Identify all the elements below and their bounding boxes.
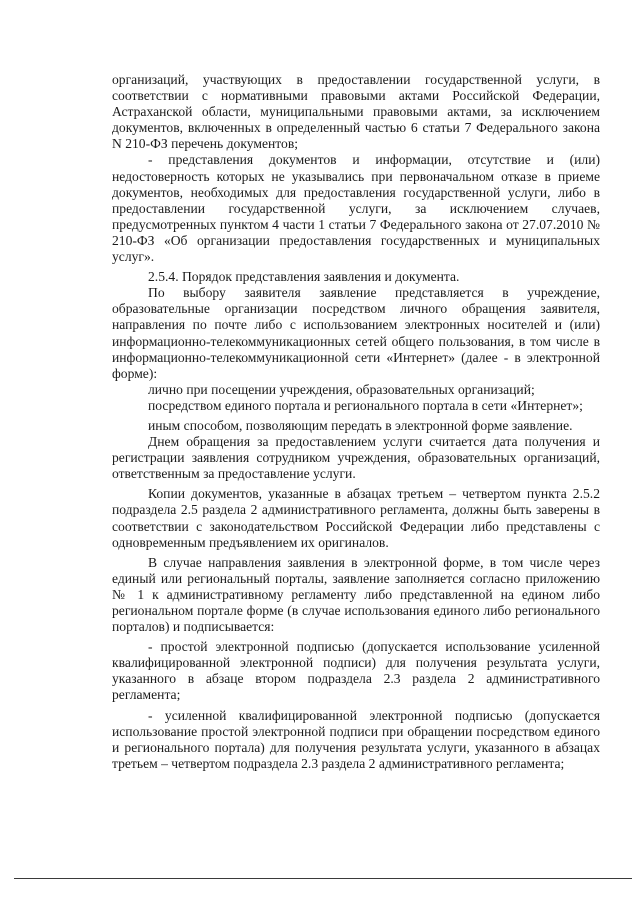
paragraph-7: иным способом, позволяющим передать в электронной форме заявление. [148, 417, 573, 433]
document-body [112, 72, 600, 772]
paragraph-6: посредством единого портала и регионального портала в сети «Интернет»; [148, 397, 583, 413]
paragraph-3-section-heading: 2.5.4. Порядок представления заявления и документа. [148, 269, 460, 285]
paragraph-2: - представления документов и информации, отсутствие и (или) недостоверность которых не указывались при первоначальном отказе в приеме документов, необходимых для предоставления государственной услуги, либо в предоставлении государственной услуги, за исключением случаев, предусмотренных пунктом 4 части 1 статьи 7 Федерального закона от 27.07.2010 № 210-ФЗ «Об организации предоставления государственных и муниципальных услуг». [112, 152, 600, 265]
paragraph-1: организаций, участвующих в предоставлении государственной услуги, в соответствии с нормативными правовыми актами Российской Федерации, Астраханской области, муниципальными правовыми актами, за исключением документов, включенных в определенный частью 6 статьи 7 Федерального закона N 210-ФЗ перечень документов; [112, 72, 600, 152]
paragraph-9: Копии документов, указанные в абзацах третьем – четвертом пункта 2.5.2 подраздела 2.5 раздела 2 административного регламента, должны быть заверены в соответствии с законодательством Российской Федерации либо представлены с одновременным предъявлением их оригиналов. [112, 486, 600, 550]
paragraph-4: По выбору заявителя заявление представляется в учреждение, образовательные организации посредством личного обращения заявителя, направления по почте либо с использованием электронных носителей и (или) информационно-телекоммуникационных сетей общего пользования, в том числе в информационно-телекоммуникационной сети «Интернет» (далее - в электронной форме): [112, 285, 600, 381]
paragraph-10: В случае направления заявления в электронной форме, в том числе через единый или региональный порталы, заявление заполняется согласно приложению № 1 к административному регламенту либо представленной на едином либо региональном портале форме (в случае использования единого либо регионального порталов) и подписывается: [112, 554, 600, 635]
paragraph-8: Днем обращения за предоставлением услуги считается дата получения и регистрации заявления сотрудником учреждения, образовательных организаций, ответственным за предоставление услуги. [112, 434, 600, 482]
paragraph-5: лично при посещении учреждения, образовательных организаций; [148, 381, 535, 397]
page-bottom-rule [14, 878, 632, 879]
paragraph-12: - усиленной квалифицированной электронной подписью (допускается использование простой электронной подписи при обращении посредством единого и регионального портала) для получения результата услуги, указанного в абзацах третьем – четвертом подраздела 2.3 раздела 2 административного регламента; [112, 707, 600, 771]
paragraph-11: - простой электронной подписью (допускается использование усиленной квалифицированной электронной подписи) для получения результата услуги, указанного в абзаце втором подраздела 2.3 раздела 2 административного регламента; [112, 639, 600, 703]
